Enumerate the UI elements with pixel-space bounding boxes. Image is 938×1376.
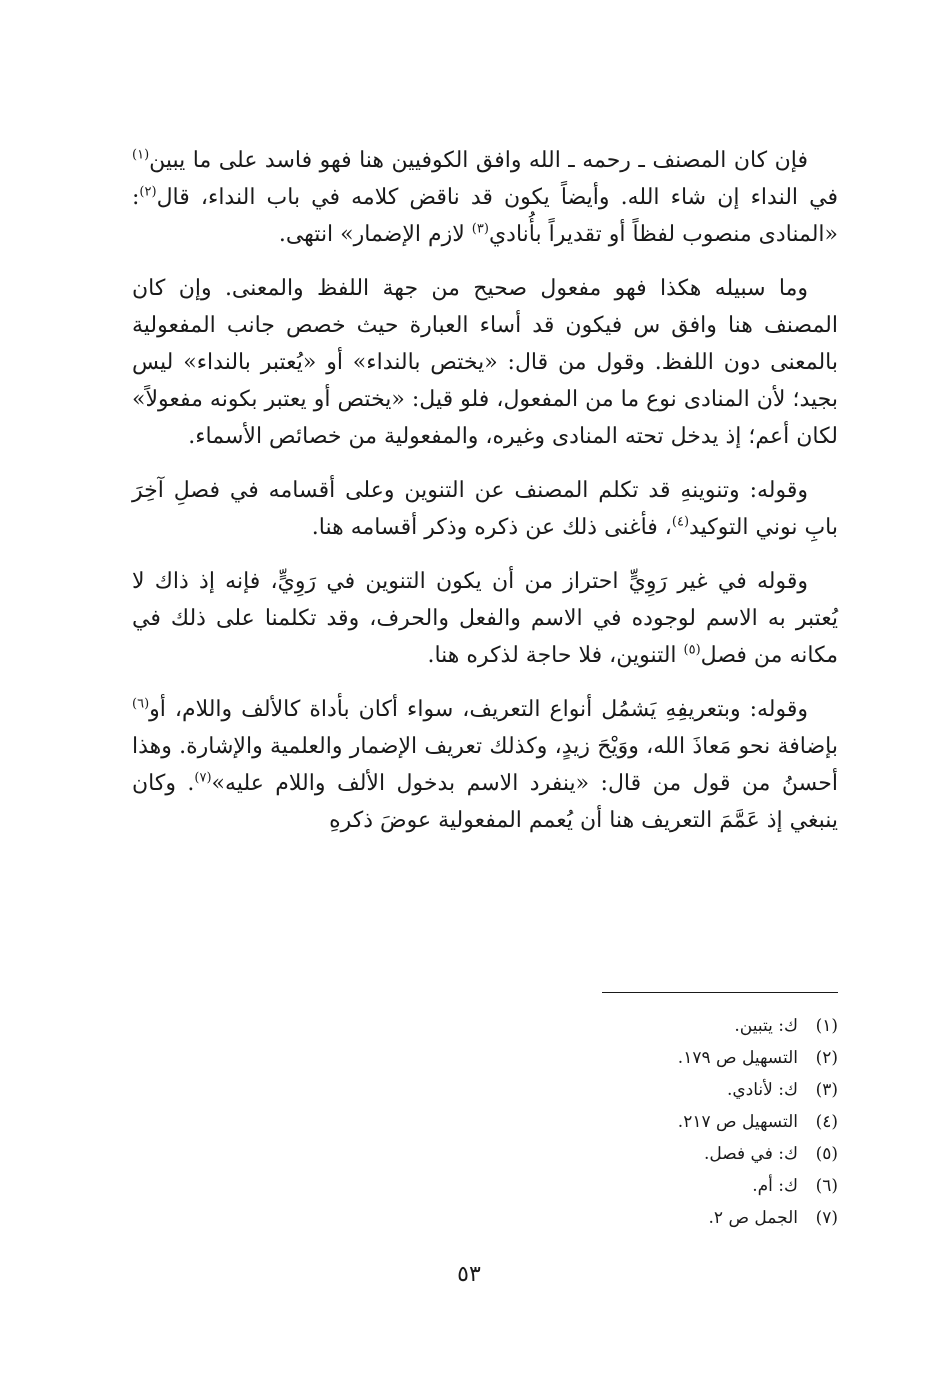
paragraph (132, 472, 838, 546)
footnote-number: (١) (815, 1016, 838, 1036)
footnote-text: ك: أم. (752, 1176, 798, 1196)
footnote-text: الجمل ص ٢. (708, 1208, 798, 1228)
footnote-item (438, 1010, 838, 1042)
footnote-ref[interactable]: (٢) (139, 184, 157, 200)
footnote-ref[interactable]: (٣) (471, 221, 489, 237)
paragraph (132, 270, 838, 455)
footnote-number: (٥) (815, 1144, 838, 1164)
footnote-ref[interactable]: (٧) (194, 770, 212, 786)
footnotes (438, 1010, 838, 1234)
footnote-ref[interactable]: (١) (132, 147, 150, 163)
footnote-text: التسهيل ص ٢١٧. (677, 1112, 798, 1132)
footnote-number: (٦) (815, 1176, 838, 1196)
text-segment: التنوين، فلا حاجة لذكره هنا. (427, 643, 684, 668)
footnote-item (438, 1106, 838, 1138)
footnote-divider (602, 992, 838, 993)
footnote-text: ك: لأنادي. (726, 1080, 798, 1100)
footnote-item (438, 1138, 838, 1170)
text-segment: وقوله: وبتعريفِهِ يَشمُل أنواع التعريف، سواء أكان بأداة كالألف واللام، أو (149, 697, 808, 722)
text-segment: : «المنادى منصوب لفظاً أو تقديراً بأُنادي (132, 185, 838, 247)
footnote-ref[interactable]: (٦) (132, 696, 150, 712)
footnote-text: ك: يتبين. (734, 1016, 798, 1036)
footnote-item (438, 1074, 838, 1106)
footnote-text: ك: في فصل. (704, 1144, 798, 1164)
text-segment: ، فأغنى ذلك عن ذكره وذكر أقسامه هنا. (311, 515, 672, 540)
text-segment: وما سبيله هكذا فهو مفعول صحيح من جهة اللفظ والمعنى. وإن كان المصنف هنا وافق س فيكون قد أساء العبارة حيث خصص جانب المفعولية بالمعنى دون اللفظ. وقول من قال: «يختص بالنداء» أو «يُعتبر بالنداء» ليس بجيد؛ لأن المنادى نوع ما من المفعول، فلو قيل: «يختص أو يعتبر بكونه مفعولاً» لكان أعم؛ إذ يدخل تحته المنادى وغيره، والمفعولية من خصائص الأسماء. (132, 276, 839, 449)
paragraph (132, 691, 838, 839)
page-number: ٥٣ (457, 1262, 481, 1287)
footnote-ref[interactable]: (٤) (671, 514, 690, 530)
footnote-number: (٢) (815, 1048, 838, 1068)
paragraph (132, 563, 838, 674)
text-segment: وقوله في غير رَوِيٍّ احتراز من أن يكون التنوين في رَوِيٍّ، فإنه إذ ذاك لا يُعتبر به الاسم لوجوده في الاسم والفعل والحرف، وقد تكلمنا على ذلك في مكانه من فصل (132, 569, 838, 668)
text-segment: بإضافة نحو مَعاذَ الله، ووَيْحَ زيدٍ، وكذلك تعريف الإضمار والعلمية والإشارة. وهذا أحسنُ من قول من قال: «ينفرد الاسم بدخول الألف واللام عليه» (132, 734, 838, 796)
paragraph (132, 142, 838, 253)
footnote-item (438, 1042, 838, 1074)
footnote-item (438, 1202, 838, 1234)
text-segment: في النداء إن شاء الله. وأيضاً يكون قد ناقض كلامه في باب النداء، قال (156, 185, 838, 210)
footnote-text: التسهيل ص ١٧٩. (677, 1048, 798, 1068)
footnote-number: (٧) (815, 1208, 838, 1228)
text-segment: لازم الإضمار» انتهى. (278, 222, 472, 247)
footnote-item (438, 1170, 838, 1202)
text-segment: وقوله: وتنوينهِ قد تكلم المصنف عن التنوين وعلى أقسامه في فصلِ آخِرَ بابِ نوني التوكيد (132, 478, 838, 540)
text-segment: فإن كان المصنف ـ رحمه ـ الله وافق الكوفيين هنا فهو فاسد على ما يبين (149, 148, 808, 173)
footnote-number: (٣) (815, 1080, 838, 1100)
footnote-number: (٤) (815, 1112, 838, 1132)
text-segment: . وكان ينبغي إذ عَمَّمَ التعريف هنا أن يُعمم المفعولية عوضَ ذكرهِ (132, 771, 838, 833)
footnote-ref[interactable]: (٥) (683, 642, 701, 658)
main-text (132, 142, 838, 839)
